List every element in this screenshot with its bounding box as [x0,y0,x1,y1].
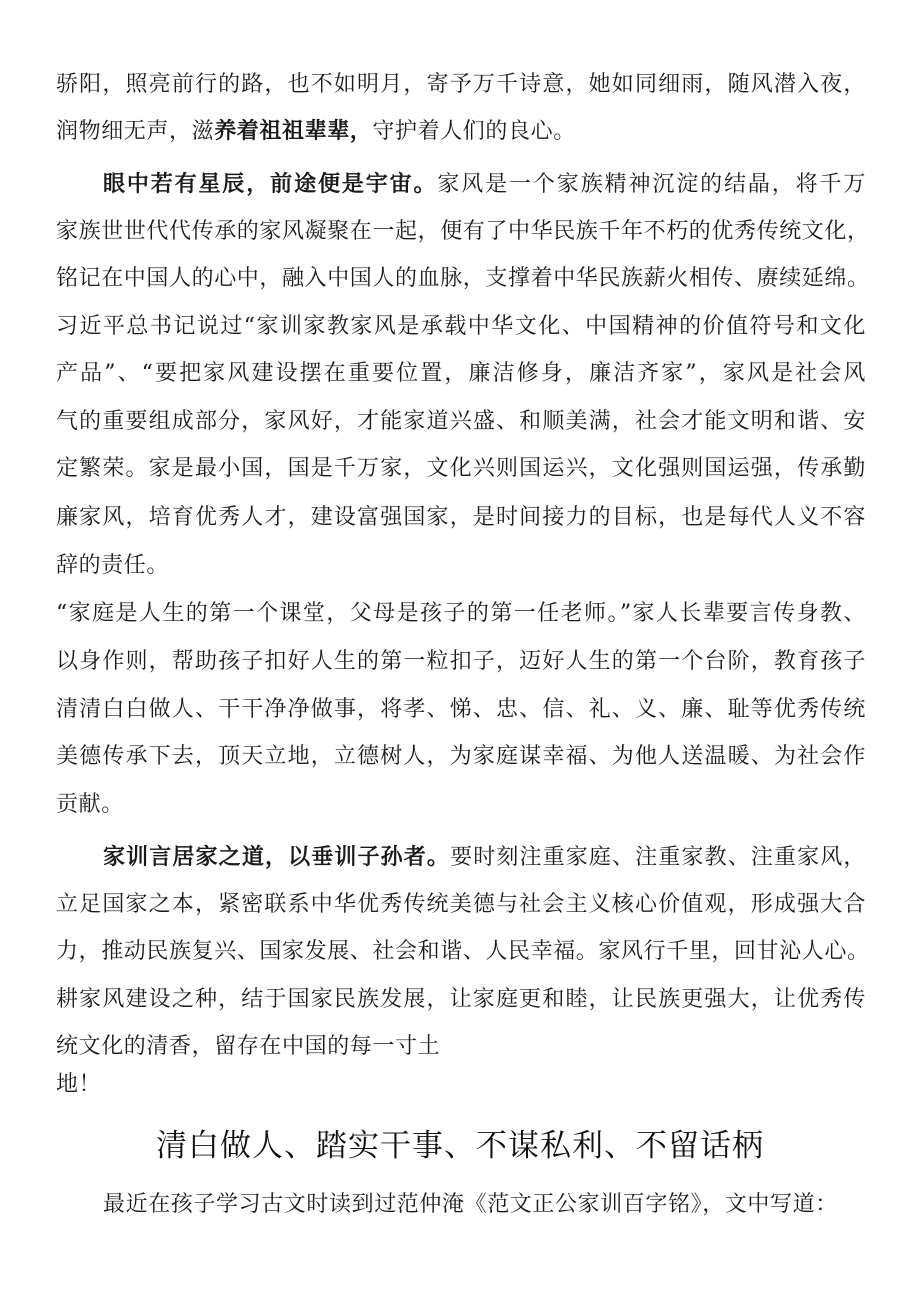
paragraph-line: 定繁荣。家是最小国，国是千万家，文化兴则国运兴，文化强则国运强，传承勤 [56,456,866,481]
paragraph-line [56,119,866,144]
paragraph-line: 耕家风建设之种，结于国家民族发展，让家庭更和睦，让民族更强大，让优秀传 [56,987,866,1012]
paragraph-line: 骄阳，照亮前行的路，也不如明月，寄予万千诗意，她如同细雨，随风潜入夜， [56,72,866,97]
paragraph-line: 廉家风，培育优秀人才，建设富强国家，是时间接力的目标，也是每代人义不容 [56,505,866,530]
paragraph-line: 地！ [56,1072,102,1097]
paragraph-line [103,845,866,870]
paragraph-line: 气的重要组成部分，家风好，才能家道兴盛、和顺美满，社会才能文明和谐、安 [56,409,866,434]
paragraph-line: 习近平总书记说过“家训家教家风是承载中华文化、中国精神的价值符号和文化 [56,314,866,339]
paragraph-line: 立足国家之本，紧密联系中华优秀传统美德与社会主义核心价值观，形成强大合 [56,892,866,917]
paragraph-line [103,172,866,197]
paragraph-line: 统文化的清香，留存在中国的每一寸土 [56,1034,441,1059]
paragraph-line: 产品”、“要把家风建设摆在重要位置，廉洁修身，廉洁齐家”，家风是社会风 [56,361,866,386]
paragraph-line: 力，推动民族复兴、国家发展、社会和谐、人民幸福。家风行千里，回甘沁人心。 [56,939,870,964]
text-run: 守护着人们的良心。 [372,119,576,144]
bold-lead-sentence: 眼中若有星辰，前途便是宇宙。 [103,171,438,197]
paragraph-line: 辞的责任。 [56,553,170,578]
section-heading: 清白做人、踏实干事、不谋私利、不留话柄 [156,1128,764,1164]
paragraph-line: 贡献。 [56,792,124,817]
text-run: 家风是一个家族精神沉淀的结晶，将千万 [437,172,866,197]
paragraph-line: 最近在孩子学习古文时读到过范仲淹《范文正公家训百字铭》，文中写道： [103,1192,838,1217]
paragraph-line: 以身作则，帮助孩子扣好人生的第一粒扣子，迈好人生的第一个台阶，教育孩子 [56,649,866,674]
text-run: 要时刻注重家庭、注重家教、注重家风， [450,845,866,870]
paragraph-line: “家庭是人生的第一个课堂，父母是孩子的第一任老师。”家人长辈要言传身教、 [56,601,866,626]
text-run: 润物细无声，滋 [56,119,215,144]
paragraph-line: 铭记在中国人的心中，融入中国人的血脉，支撑着中华民族薪火相传、赓续延绵。 [56,266,870,291]
paragraph-line: 家族世世代代传承的家风凝聚在一起，便有了中华民族千年不朽的优秀传统文化， [56,219,870,244]
bold-phrase: 养着祖祖辈辈， [214,118,373,144]
paragraph-line: 美德传承下去，顶天立地，立德树人，为家庭谋幸福、为他人送温暖、为社会作 [56,744,866,769]
bold-lead-sentence: 家训言居家之道，以垂训子孙者。 [103,844,451,870]
paragraph-line: 清清白白做人、干干净净做事，将孝、悌、忠、信、礼、义、廉、耻等优秀传统 [56,697,866,722]
